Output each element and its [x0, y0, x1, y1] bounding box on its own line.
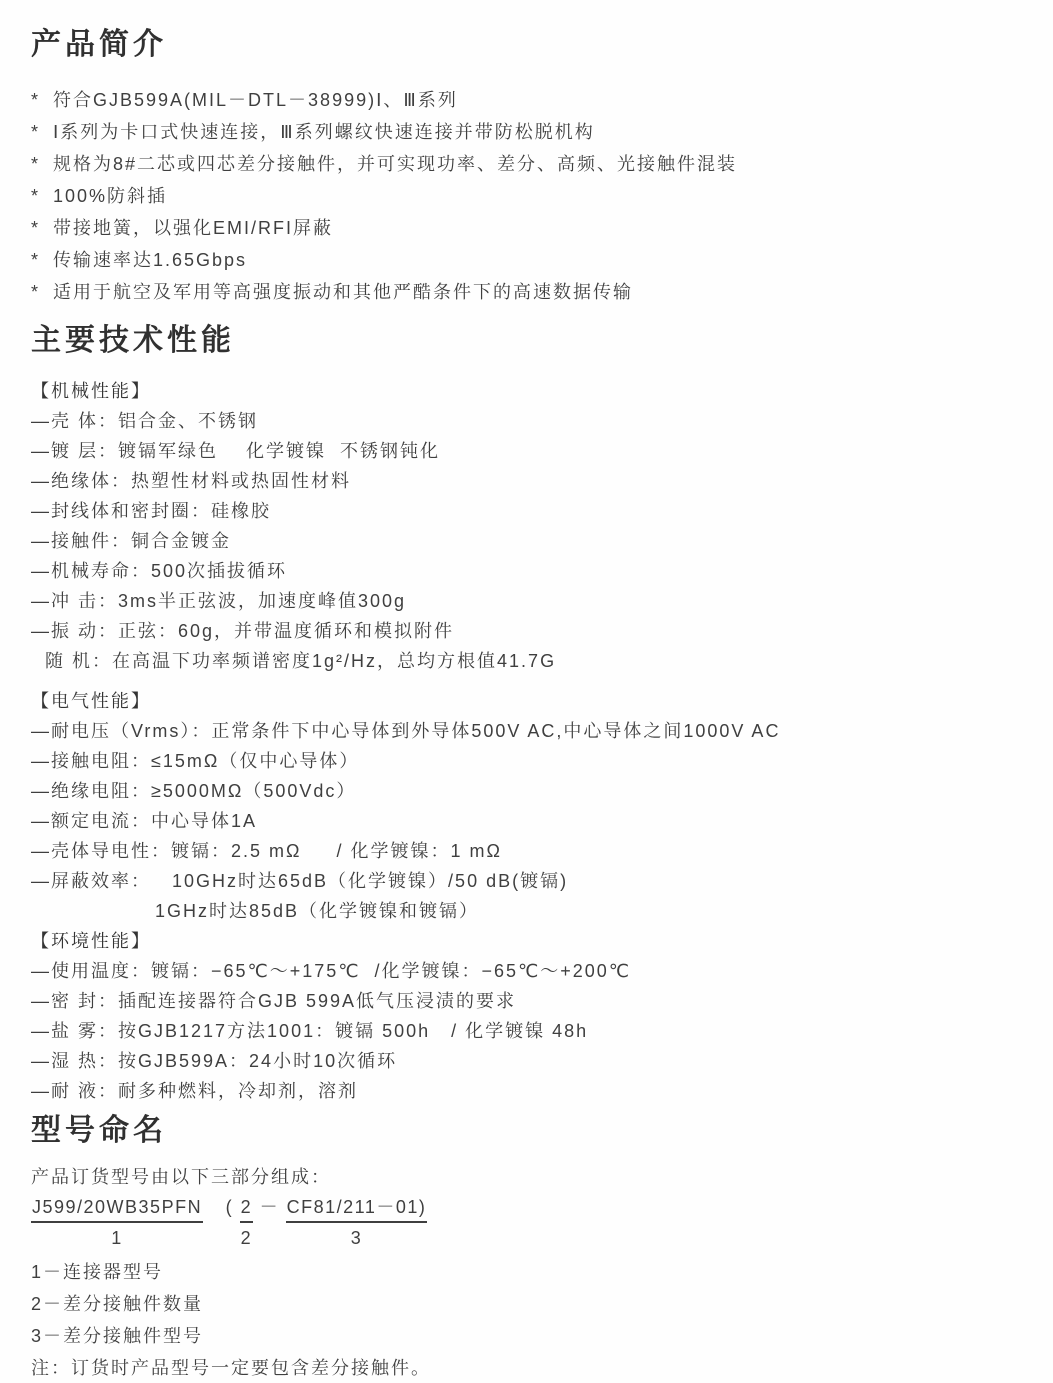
spec-line-damp-heat: —湿 热：按GJB599A：24小时10次循环	[31, 1051, 398, 1071]
specs-section	[31, 324, 1017, 1106]
model-dash: －	[259, 1197, 280, 1217]
spec-line-shell: —壳 体：铝合金、不锈钢	[31, 411, 258, 431]
spec-line-shock: —冲 击：3ms半正弦波，加速度峰值300g	[31, 591, 407, 611]
ordering-note: 注：订货时产品型号一定要包含差分接触件。	[31, 1358, 431, 1378]
model-open-paren: (	[225, 1197, 234, 1217]
feature-text: 符合GJB599A(MIL－DTL－38999)Ⅰ、Ⅲ系列	[53, 90, 458, 110]
feature-item	[31, 180, 1017, 212]
spec-line-shielding-1ghz: 1GHz时达85dB（化学镀镍和镀镉）	[155, 901, 480, 921]
feature-item	[31, 212, 1017, 244]
model-part-quantity-label: 2	[240, 1228, 253, 1248]
spec-line-grommet-seal: —封线体和密封圈：硅橡胶	[31, 501, 271, 521]
model-part-connector-label: 1	[111, 1228, 123, 1248]
legend-item-contact-quantity: 2－差分接触件数量	[31, 1294, 204, 1314]
model-part-contact-type-label: 3	[350, 1228, 363, 1248]
asterisk-marker: *	[31, 186, 39, 206]
spec-line-shell-conductivity: —壳体导电性：镀镉：2.5 mΩ / 化学镀镍：1 mΩ	[31, 841, 502, 861]
asterisk-marker: *	[31, 90, 39, 110]
model-part-quantity	[240, 1196, 254, 1248]
feature-item	[31, 116, 1017, 148]
spec-line-contacts: —接触件：铜合金镀金	[31, 531, 231, 551]
spec-line-insulation-resistance: —绝缘电阻：≥5000MΩ（500Vdc）	[31, 781, 357, 801]
legend-item-connector-model: 1－连接器型号	[31, 1262, 164, 1282]
asterisk-marker: *	[31, 250, 39, 270]
spec-line-mechanical-life: —机械寿命：500次插拔循环	[31, 561, 288, 581]
model-part-contact-type-text: CF81/211－01)	[286, 1196, 428, 1223]
feature-text: 100%防斜插	[53, 186, 168, 206]
spec-line-operating-temperature: —使用温度：镀镉：−65℃～+175℃ /化学镀镍：−65℃～+200℃	[31, 961, 632, 981]
intro-section	[31, 28, 1017, 308]
feature-item	[31, 276, 1017, 308]
spec-line-vibration-random: 随 机：在高温下功率频谱密度1g²/Hz，总均方根值41.7G	[31, 651, 557, 671]
feature-text: Ⅰ系列为卡口式快速连接，Ⅲ系列螺纹快速连接并带防松脱机构	[53, 122, 595, 142]
spec-line-vibration-sine: —振 动：正弦：60g，并带温度循环和模拟附件	[31, 621, 455, 641]
feature-text: 传输速率达1.65Gbps	[53, 250, 248, 270]
environmental-heading: 【环境性能】	[31, 931, 151, 951]
model-part-connector-text: J599/20WB35PFN	[31, 1196, 203, 1223]
intro-title: 产品简介	[31, 28, 167, 61]
mechanical-performance-group	[31, 376, 1017, 676]
spec-line-shielding-10ghz: —屏蔽效率： 10GHz时达65dB（化学镀镍）/50 dB(镀镉)	[31, 871, 569, 891]
feature-item	[31, 244, 1017, 276]
environmental-performance-group	[31, 926, 1017, 1106]
asterisk-marker: *	[31, 122, 39, 142]
feature-item	[31, 84, 1017, 116]
model-part-connector	[31, 1196, 203, 1248]
feature-item	[31, 148, 1017, 180]
naming-lead-text: 产品订货型号由以下三部分组成：	[31, 1167, 331, 1187]
feature-text: 适用于航空及军用等高强度振动和其他严酷条件下的高速数据传输	[53, 282, 633, 302]
model-legend	[31, 1256, 1017, 1383]
spec-line-fluid-resistance: —耐 液：耐多种燃料，冷却剂，溶剂	[31, 1081, 358, 1101]
asterisk-marker: *	[31, 154, 39, 174]
spec-line-contact-resistance: —接触电阻：≤15mΩ（仅中心导体）	[31, 751, 360, 771]
feature-text: 带接地簧，以强化EMI/RFI屏蔽	[53, 218, 333, 238]
asterisk-marker: *	[31, 218, 39, 238]
spec-line-rated-current: —额定电流：中心导体1A	[31, 811, 258, 831]
spec-line-salt-spray: —盐 雾：按GJB1217方法1001：镀镉 500h / 化学镀镍 48h	[31, 1021, 589, 1041]
spec-line-insulator: —绝缘体：热塑性材料或热固性材料	[31, 471, 351, 491]
specs-title: 主要技术性能	[31, 324, 235, 357]
model-part-contact-type	[286, 1196, 428, 1248]
asterisk-marker: *	[31, 282, 39, 302]
spec-line-plating: —镀 层：镀镉军绿色 化学镀镍 不锈钢钝化	[31, 441, 441, 461]
naming-title: 型号命名	[31, 1114, 167, 1147]
feature-text: 规格为8#二芯或四芯差分接触件，并可实现功率、差分、高频、光接触件混装	[53, 154, 738, 174]
electrical-performance-group	[31, 686, 1017, 926]
model-part-quantity-text: 2	[240, 1196, 254, 1223]
legend-item-contact-model: 3－差分接触件型号	[31, 1326, 204, 1346]
electrical-heading: 【电气性能】	[31, 691, 151, 711]
model-number-example	[31, 1196, 1017, 1248]
naming-section	[31, 1114, 1017, 1383]
feature-list	[31, 84, 1017, 308]
mechanical-heading: 【机械性能】	[31, 381, 151, 401]
spec-line-sealing: —密 封：插配连接器符合GJB 599A低气压浸渍的要求	[31, 991, 517, 1011]
spec-line-withstand-voltage: —耐电压（Vrms）：正常条件下中心导体到外导体500V AC,中心导体之间1000V AC	[31, 721, 781, 741]
